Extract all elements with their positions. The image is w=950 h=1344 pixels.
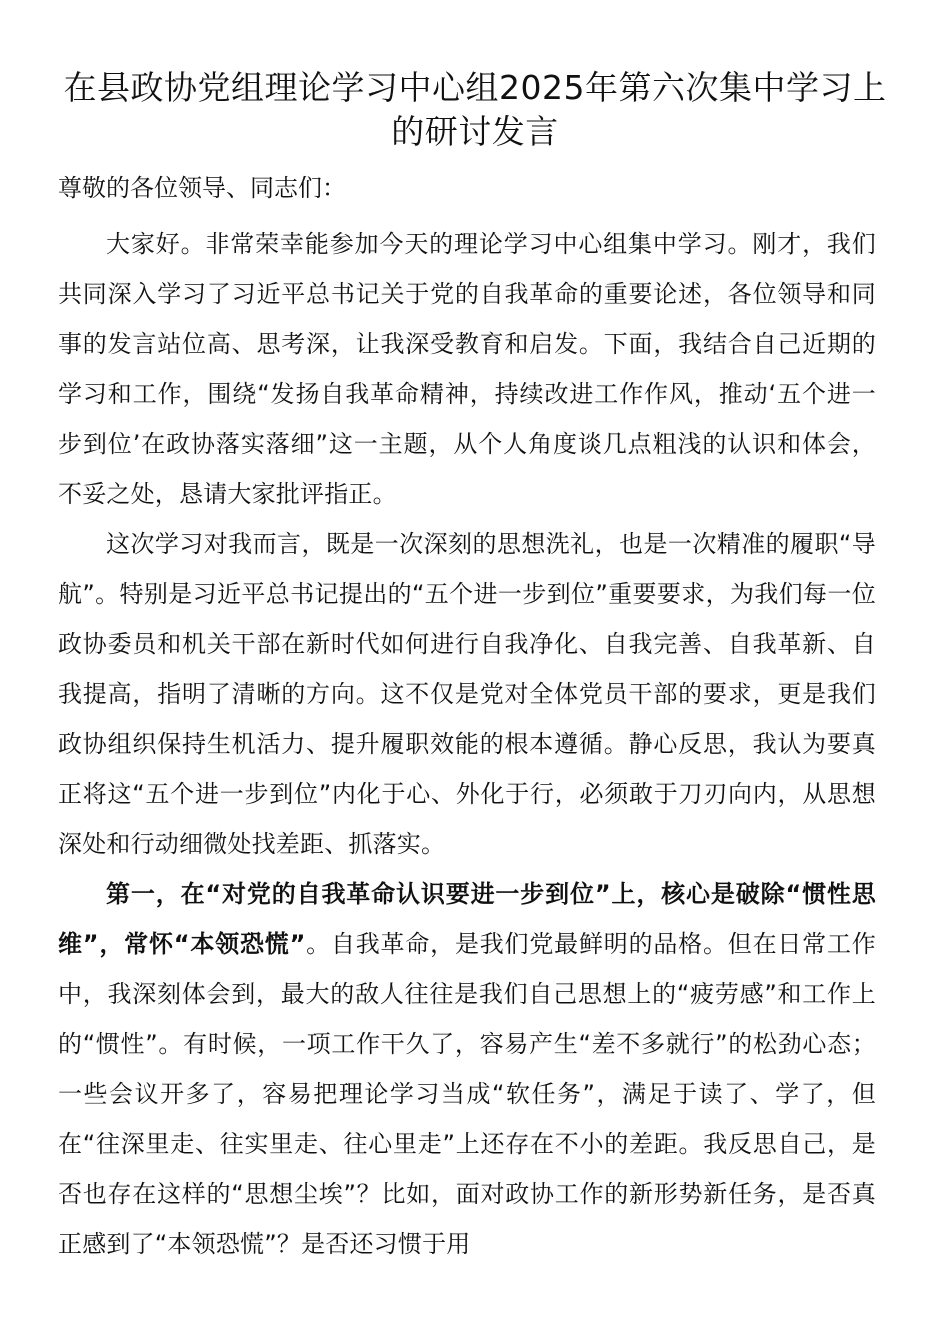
paragraph-opening: 大家好。非常荣幸能参加今天的理论学习中心组集中学习。刚才，我们共同深入学习了习近平总书记关于党的自我革命的重要论述，各位领导和同事的发言站位高、思考深，让我深受教育和启发。下面，我结合自己近期的学习和工作，围绕“发扬自我革命精神，持续改进工作作风，推动‘五个进一步到位’在政协落实落细”这一主题，从个人角度谈几点粗浅的认识和体会，不妥之处，恳请大家批评指正。 [58, 230, 876, 508]
salutation: 尊敬的各位领导、同志们： [58, 174, 346, 202]
document-title: 在县政协党组理论学习中心组2025年第六次集中学习上的研讨发言 [63, 68, 887, 151]
document-body [58, 219, 876, 1269]
point-one-lead: 第一， [106, 880, 181, 908]
paragraph-point-one [58, 869, 876, 1269]
point-one-body: 。自我革命，是我们党最鲜明的品格。但在日常工作中，我深刻体会到，最大的敌人往往是我们自己思想上的“疲劳感”和工作上的“惯性”。有时候，一项工作干久了，容易产生“差不多就行”的松劲心态；一些会议开多了，容易把理论学习当成“软任务”，满足于读了、学了，但在“往深里走、往实里走、往心里走”上还存在不小的差距。我反思自己，是否也存在这样的“思想尘埃”？比如，面对政协工作的新形势新任务，是否真正感到了“本领恐慌”？是否还习惯于用 [58, 930, 876, 1258]
paragraph-reflection: 这次学习对我而言，既是一次深刻的思想洗礼，也是一次精准的履职“导航”。特别是习近平总书记提出的“五个进一步到位”重要要求，为我们每一位政协委员和机关干部在新时代如何进行自我净化、自我完善、自我革新、自我提高，指明了清晰的方向。这不仅是党对全体党员干部的要求，更是我们政协组织保持生机活力、提升履职效能的根本遵循。静心反思，我认为要真正将这“五个进一步到位”内化于心、外化于行，必须敢于刀刃向内，从思想深处和行动细微处找差距、抓落实。 [58, 530, 876, 858]
point-one-heading: 在“对党的自我革命认识要进一步到位”上，核心是破除“惯性思维”，常怀“本领恐慌” [58, 880, 876, 958]
